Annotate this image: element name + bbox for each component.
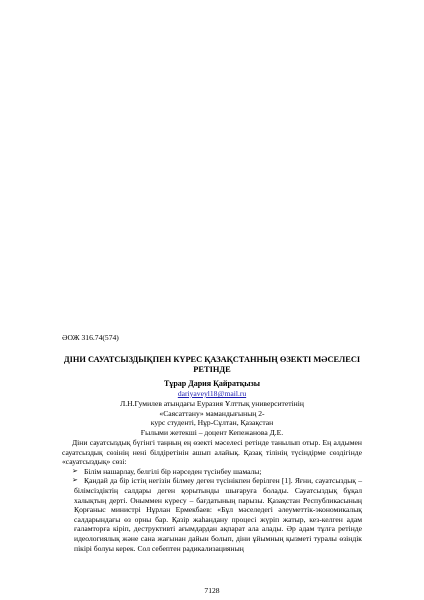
bullet-item xyxy=(62,476,362,553)
arrow-bullet-icon: ➢ xyxy=(72,466,78,475)
paragraph: Діни сауатсыздық бүгінгі таңның ең өзекті мәселесі ретінде танылып отыр. Ең алдымен сауатсыздық сөзінің нені білдіретінін ашып алайық. Қазақ тілінің түсіндірме сөздігінде «сауатсыздық» сөзі: xyxy=(62,438,362,467)
supervisor: Ғылыми жетекші – доцент Кепежанова Д.Е. xyxy=(140,427,284,437)
affiliation xyxy=(100,399,324,437)
bullet-item xyxy=(62,467,362,477)
arrow-bullet-icon: ➢ xyxy=(72,476,78,485)
paper-title xyxy=(40,355,384,375)
udc-code: ӘОЖ 316.74(574) xyxy=(62,333,119,342)
affiliation-line-2: курс студенті, Нұр-Сұлтан, Қазақстан xyxy=(150,418,274,428)
title-line-1: ДІНИ САУАТСЫЗДЫҚПЕН КҮРЕС ҚАЗАҚСТАННЫҢ ӨЗЕКТІ МӘСЕЛЕСІ xyxy=(63,355,361,364)
bullet-text: Білім нашарлау, белгілі бір нәрседен түсінбеу шамалы; xyxy=(84,466,262,476)
author-name: Тұрар Дария Қайратқызы xyxy=(163,379,261,388)
page-number: 7128 xyxy=(204,586,220,595)
bullet-text: Қандай да бір істің негізін білмеу деген түсінікпен берілген [1]. Яғни, сауатсыздық – білімсіздіктің салдары деген қорытынды шығаруға болады. Сауатсыздық бұқал халықтың дерті. Оныммен күресу – бағдатының парызы. Қазақстан Республикасының Қорғаныс министрі Нұрлан Ермекбаев: «Бұл мәселедегі әлеуметтік-экономикалық салдарындағы өз орны бар. Қазір жаһандану процесі жүріп жатыр, кез-келген адам ғаламторға кіріп, деструктивті ағымдардан ақпарат ала алады. Әр адам тұлға ретінде идеологиялық және сана жағынан дайын болып, діни ұйымның қызметі туралы өзіндік пікірі болуы керек. Сол себептен радикализацияның xyxy=(74,476,362,553)
affiliation-line-1: Л.Н.Гумилев атындағы Еуразия Ұлттық университетінің «Саясаттану» мамандығының 2- xyxy=(120,399,304,418)
body-text xyxy=(62,438,362,553)
author-email-link[interactable]: dariyaveyl18@mail.ru xyxy=(177,389,247,398)
title-line-2: РЕТІНДЕ xyxy=(193,365,231,374)
